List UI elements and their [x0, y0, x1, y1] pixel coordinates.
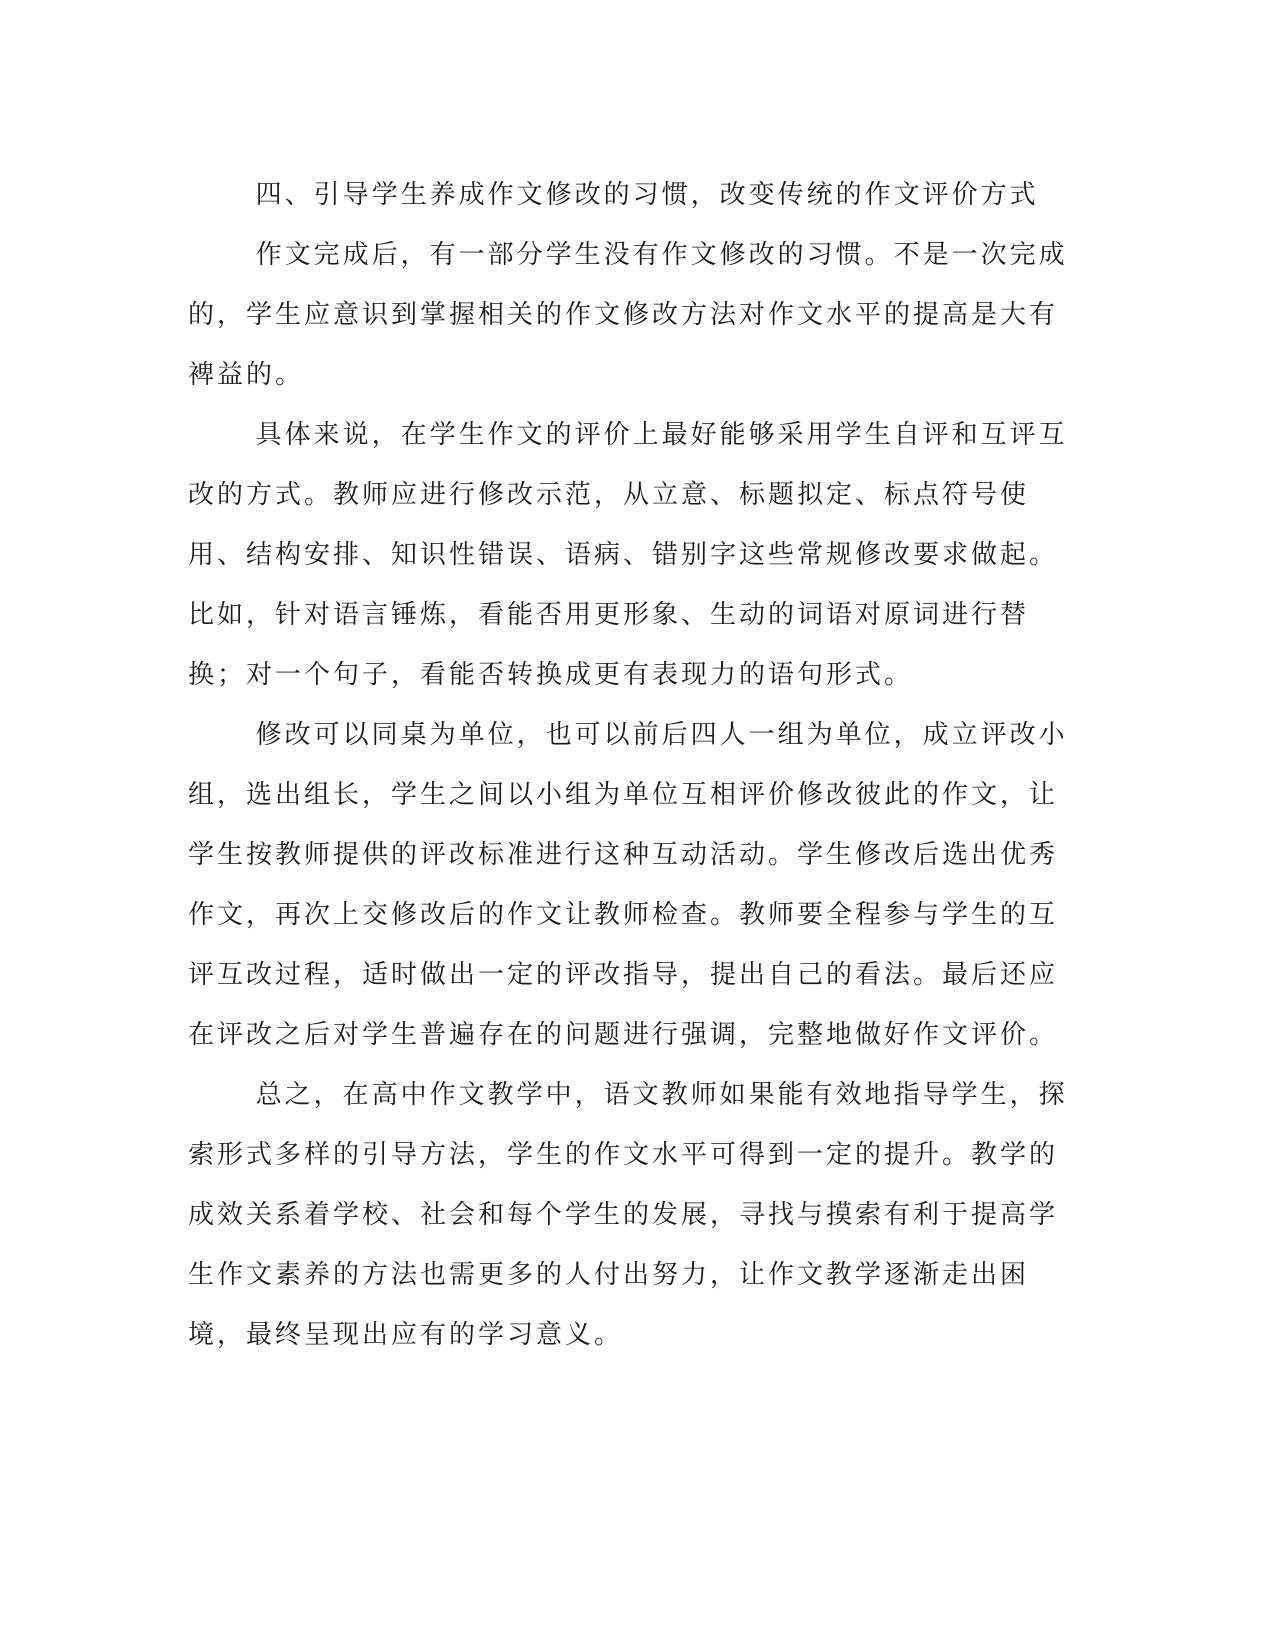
- document-body: [188, 165, 1078, 1365]
- paragraph: 修改可以同桌为单位，也可以前后四人一组为单位，成立评改小组，选出组长，学生之间以小组为单位互相评价修改彼此的作文，让学生按教师提供的评改标准进行这种互动活动。学生修改后选出优秀作文，再次上交修改后的作文让教师检查。教师要全程参与学生的互评互改过程，适时做出一定的评改指导，提出自己的看法。最后还应在评改之后对学生普遍存在的问题进行强调，完整地做好作文评价。: [188, 720, 1068, 1050]
- section-heading: 四、引导学生养成作文修改的习惯，改变传统的作文评价方式: [255, 180, 1039, 210]
- paragraph: 作文完成后，有一部分学生没有作文修改的习惯。不是一次完成的，学生应意识到掌握相关的作文修改方法对作文水平的提高是大有裨益的。: [188, 240, 1068, 390]
- paragraph: 具体来说，在学生作文的评价上最好能够采用学生自评和互评互改的方式。教师应进行修改示范，从立意、标题拟定、标点符号使用、结构安排、知识性错误、语病、错别字这些常规修改要求做起。比如，针对语言锤炼，看能否用更形象、生动的词语对原词进行替换；对一个句子，看能否转换成更有表现力的语句形式。: [188, 420, 1068, 690]
- paragraph: 总之，在高中作文教学中，语文教师如果能有效地指导学生，探索形式多样的引导方法，学生的作文水平可得到一定的提升。教学的成效关系着学校、社会和每个学生的发展，寻找与摸索有利于提高学生作文素养的方法也需更多的人付出努力，让作文教学逐渐走出困境，最终呈现出应有的学习意义。: [188, 1080, 1068, 1350]
